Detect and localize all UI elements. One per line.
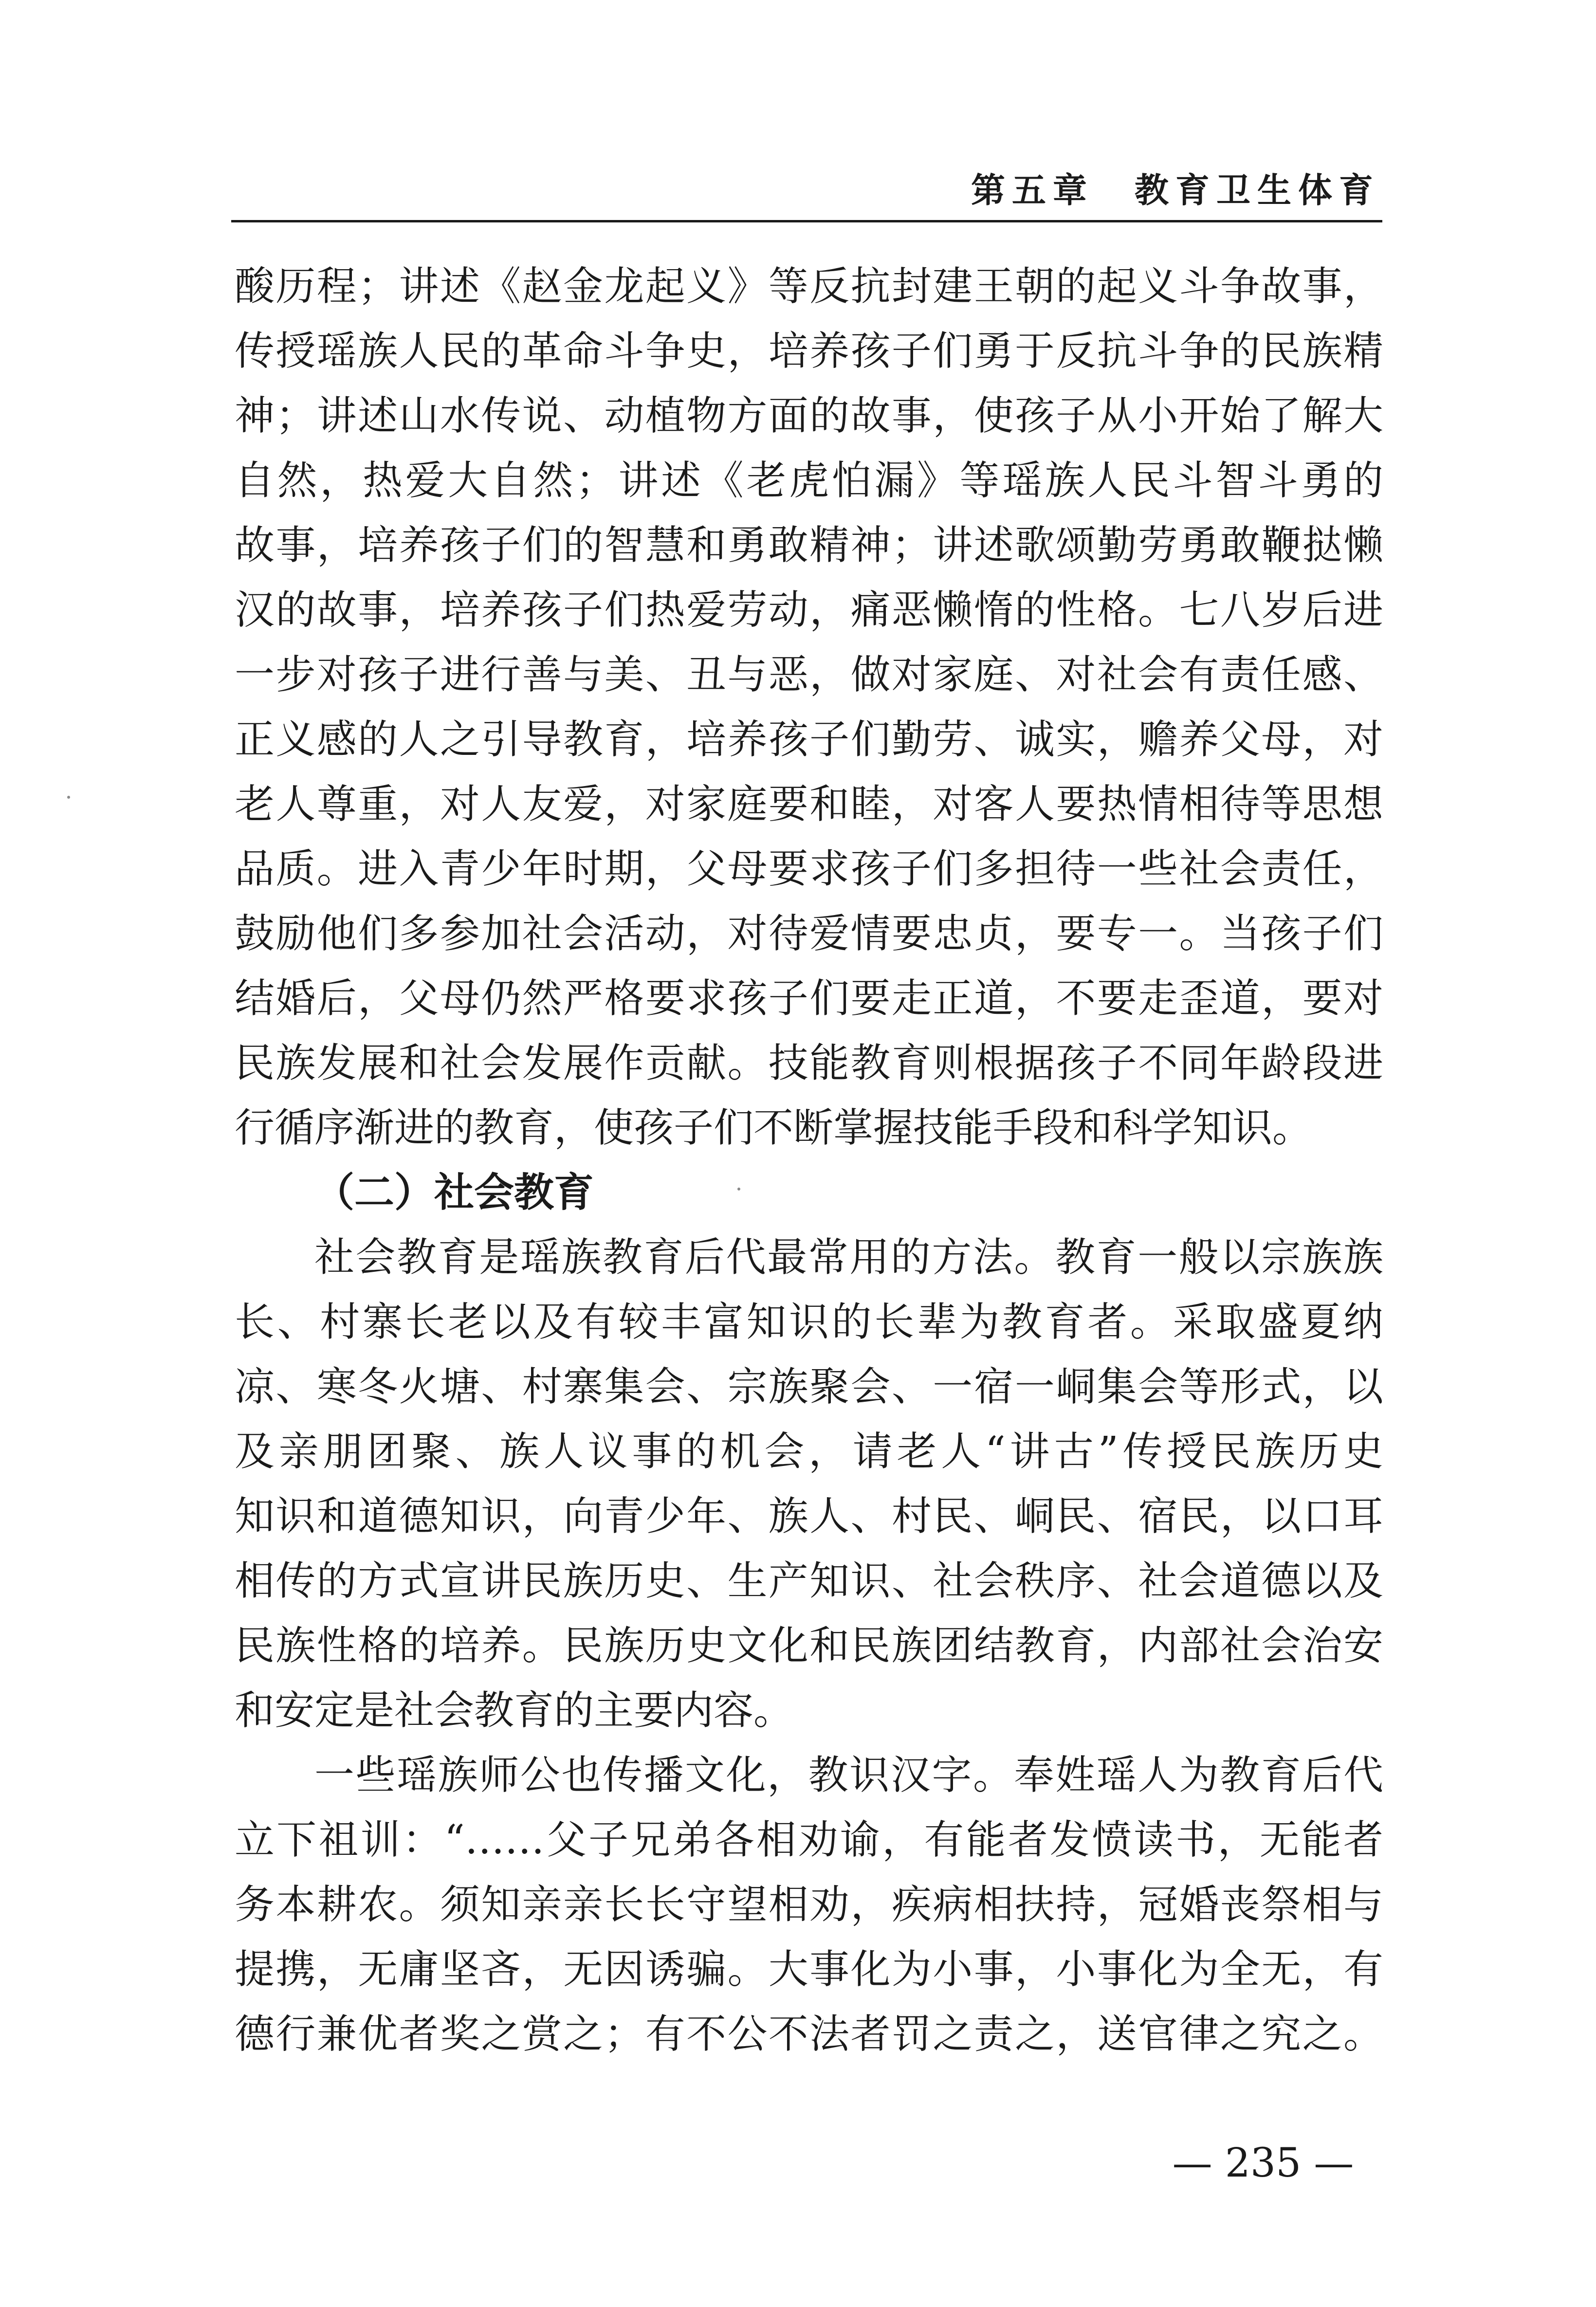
scan-speck	[737, 1188, 740, 1190]
text-line: 立下祖训：“……父子兄弟各相劝谕，有能者发愤读书，无能者	[235, 1817, 1383, 1863]
text-line: 务本耕农。须知亲亲长长守望相劝，疾病相扶持，冠婚丧祭相与	[235, 1882, 1383, 1928]
text-line: 品质。进入青少年时期，父母要求孩子们多担待一些社会责任，	[235, 846, 1383, 892]
text-line: 民族发展和社会发展作贡献。技能教育则根据孩子不同年龄段进	[235, 1040, 1383, 1086]
page-number: — 235 —	[1172, 2140, 1354, 2186]
text-line: 老人尊重，对人友爱，对家庭要和睦，对客人要热情相待等思想	[235, 781, 1383, 827]
running-head	[234, 163, 1380, 210]
text-line: 和安定是社会教育的主要内容。	[235, 1687, 794, 1734]
text-line: 自然，热爱大自然；讲述《老虎怕漏》等瑶族人民斗智斗勇的	[235, 458, 1383, 504]
text-line: 及亲朋团聚、族人议事的机会，请老人“讲古”传授民族历史	[235, 1428, 1383, 1475]
header-rule	[231, 220, 1382, 222]
text-line: 行循序渐进的教育，使孩子们不断掌握技能手段和科学知识。	[235, 1105, 1313, 1151]
text-line: 汉的故事，培养孩子们热爱劳动，痛恶懒惰的性格。七八岁后进	[235, 587, 1383, 633]
text-line: 知识和道德知识，向青少年、族人、村民、峒民、宿民，以口耳	[235, 1493, 1383, 1539]
text-line: 故事，培养孩子们的智慧和勇敢精神；讲述歌颂勤劳勇敢鞭挞懒	[235, 522, 1383, 568]
body-text	[235, 254, 1383, 2067]
text-line: 一些瑶族师公也传播文化，教识汉字。奉姓瑶人为教育后代	[314, 1752, 1383, 1798]
text-line: 传授瑶族人民的革命斗争史，培养孩子们勇于反抗斗争的民族精	[235, 328, 1383, 374]
text-line: 酸历程；讲述《赵金龙起义》等反抗封建王朝的起义斗争故事，	[235, 263, 1383, 310]
text-line: 正义感的人之引导教育，培养孩子们勤劳、诚实，赡养父母，对	[235, 716, 1383, 763]
text-line: 德行兼优者奖之赏之；有不公不法者罚之责之，送官律之究之。	[235, 2011, 1383, 2057]
text-line: 一步对孩子进行善与美、丑与恶，做对家庭、对社会有责任感、	[235, 652, 1383, 698]
paragraph-3	[235, 1743, 1383, 2067]
text-line: 社会教育是瑶族教育后代最常用的方法。教育一般以宗族族	[314, 1234, 1383, 1281]
text-line: 凉、寒冬火塘、村寨集会、宗族聚会、一宿一峒集会等形式，以	[235, 1364, 1383, 1410]
section-heading: （二）社会教育	[314, 1170, 594, 1216]
text-line: 神；讲述山水传说、动植物方面的故事，使孩子从小开始了解大	[235, 393, 1383, 439]
text-line: 鼓励他们多参加社会活动，对待爱情要忠贞，要专一。当孩子们	[235, 911, 1383, 957]
text-line: 提携，无庸坚吝，无因诱骗。大事化为小事，小事化为全无，有	[235, 1946, 1383, 1993]
paragraph-1	[235, 254, 1383, 1160]
scan-speck	[67, 796, 70, 799]
text-line: 民族性格的培养。民族历史文化和民族团结教育，内部社会治安	[235, 1623, 1383, 1669]
text-line: 结婚后，父母仍然严格要求孩子们要走正道，不要走歪道，要对	[235, 975, 1383, 1022]
chapter-title: 第五章 教育卫生体育	[971, 170, 1380, 210]
text-line: 相传的方式宣讲民族历史、生产知识、社会秩序、社会道德以及	[235, 1558, 1383, 1604]
paragraph-2	[235, 1225, 1383, 1743]
text-line: 长、村寨长老以及有较丰富知识的长辈为教育者。采取盛夏纳	[235, 1299, 1383, 1345]
